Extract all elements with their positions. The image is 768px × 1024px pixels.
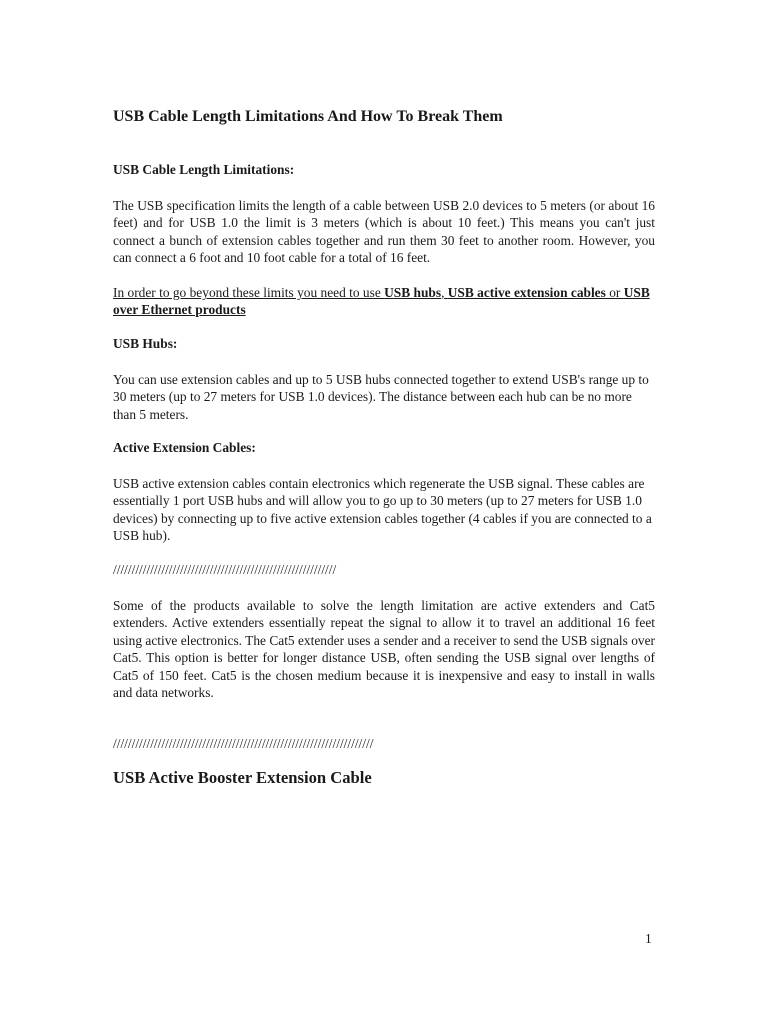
links-paragraph (113, 284, 655, 319)
separator-line: //////////////////////////////////////////////////////////// (113, 562, 337, 577)
links-separator: , (441, 285, 448, 300)
active-cables-paragraph: USB active extension cables contain electronics which regenerate the USB signal. These cables are essentially 1 port USB hubs and will allow you to go up to 30 meters (up to 27 meters for USB 1.0 devices) by connecting up to five active extension cables together (4 cables if you are connected to a USB hub). (113, 476, 652, 544)
link-usb-active-extension-cables[interactable]: USB active extension cables (447, 285, 606, 300)
limitations-paragraph: The USB specification limits the length of a cable between USB 2.0 devices to 5 meters (or about 16 feet) and for USB 1.0 the limit is 3 meters (which is about 10 feet.) This means you can't just connect a bunch of extension cables together and run them 30 feet to another room. However, you can connect a 6 foot and 10 foot cable for a total of 16 feet. (113, 198, 655, 266)
separator-line: ////////////////////////////////////////////////////////////////////// (113, 736, 374, 751)
page-number: 1 (645, 931, 652, 946)
links-separator: or (605, 285, 624, 300)
section-heading-hubs: USB Hubs: (113, 336, 178, 351)
section-heading-booster-cable: USB Active Booster Extension Cable (113, 768, 372, 787)
products-paragraph: Some of the products available to solve the length limitation are active extenders and Cat5 extenders. Active extenders essentially repeat the signal to allow it to travel an additional 16 feet using active electronics. The Cat5 extender uses a sender and a receiver to send the USB signals over Cat5. This option is better for longer distance USB, often sending the USB signal over lengths of Cat5 of 150 feet. Cat5 is the chosen medium because it is inexpensive and easy to install in walls and data networks. (113, 598, 655, 701)
link-usb-hubs[interactable]: USB hubs (384, 285, 442, 300)
link-usb-over-ethernet[interactable]: USB over Ethernet products (113, 285, 650, 318)
section-heading-limitations: USB Cable Length Limitations: (113, 162, 295, 177)
links-intro-text: In order to go beyond these limits you need to use (113, 285, 385, 300)
section-heading-active-cables: Active Extension Cables: (113, 440, 256, 455)
hubs-paragraph: You can use extension cables and up to 5 USB hubs connected together to extend USB's range up to 30 meters (up to 27 meters for USB 1.0 devices). The distance between each hub can be no more than 5 meters. (113, 372, 649, 422)
document-title: USB Cable Length Limitations And How To Break Them (113, 108, 503, 125)
